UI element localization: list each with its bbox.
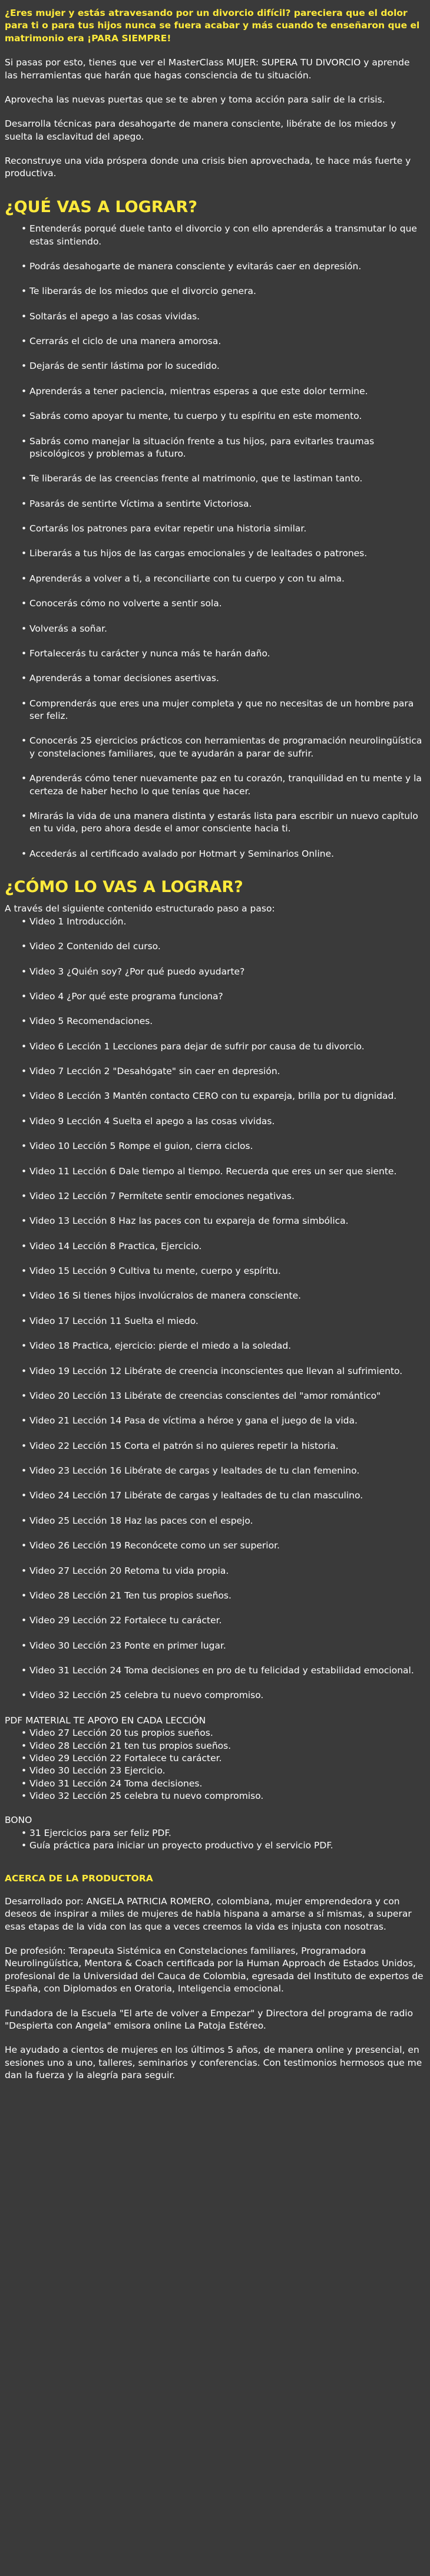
video-item: • Video 9 Lección 4 Suelta el apego a las cosas vividas. bbox=[21, 1115, 425, 1128]
intro-paragraph: Reconstruye una vida próspera donde una crisis bien aprovechada, te hace más fuerte y productiva. bbox=[5, 156, 411, 179]
video-item: • Video 11 Lección 6 Dale tiempo al tiempo. Recuerda que eres un ser que siente. bbox=[21, 1165, 425, 1178]
video-item: • Video 6 Lección 1 Lecciones para dejar de sufrir por causa de tu divorcio. bbox=[21, 1041, 425, 1053]
intro-paragraph: Desarrolla técnicas para desahogarte de manera consciente, libérate de los miedos y suelta la esclavitud del apego. bbox=[5, 118, 396, 142]
pdf-item: • Video 27 Lección 20 tus propios sueños. bbox=[21, 1727, 425, 1739]
video-item: • Video 22 Lección 15 Corta el patrón si no quieres repetir la historia. bbox=[21, 1440, 425, 1452]
intro-paragraph: Aprovecha las nuevas puertas que se te abren y toma acción para salir de la crisis. bbox=[5, 94, 385, 105]
video-item: • Video 5 Recomendaciones. bbox=[21, 1015, 425, 1028]
pdf-item: • Video 32 Lección 25 celebra tu nuevo compromiso. bbox=[21, 1790, 425, 1802]
video-item: • Video 20 Lección 13 Libérate de creencias conscientes del "amor romántico" bbox=[21, 1390, 425, 1402]
como-title: ¿CÓMO LO VAS A LOGRAR? bbox=[5, 878, 243, 897]
about-paragraph: He ayudado a cientos de mujeres en los últimos 5 años, de manera online y presencial, en sesiones uno a uno, talleres, seminarios y conferencias. Con testimonios hermosos que me dan la fuerza y la alegría para seguir. bbox=[5, 2045, 422, 2081]
pdf-list bbox=[5, 1727, 425, 1802]
video-item: • Video 26 Lección 19 Reconócete como un ser superior. bbox=[21, 1540, 425, 1552]
logro-item: • Conocerás 25 ejercicios prácticos con herramientas de programación neurolingüística y constelaciones familiares, que te ayudarán a parar de sufrir. bbox=[21, 735, 425, 760]
logro-item: • Comprenderás que eres una mujer completa y que no necesitas de un hombre para ser feliz. bbox=[21, 698, 425, 723]
intro-section bbox=[5, 7, 425, 180]
intro-headline: ¿Eres mujer y estás atravesando por un divorcio difícil? pareciera que el dolor para ti o para tus hijos nunca se fuera acabar y más cuando te enseñaron que el matrimonio era ¡PARA SIEMPRE! bbox=[5, 8, 420, 44]
logro-item: • Sabrás como manejar la situación frente a tus hijos, para evitarles traumas psicológicos y problemas a futuro. bbox=[21, 435, 425, 461]
video-item: • Video 10 Lección 5 Rompe el guion, cierra ciclos. bbox=[21, 1140, 425, 1152]
video-item: • Video 25 Lección 18 Haz las paces con el espejo. bbox=[21, 1515, 425, 1527]
about-paragraph: Desarrollado por: ANGELA PATRICIA ROMERO, colombiana, mujer emprendedora y con deseos de inspirar a miles de mujeres de habla hispana a amarse a sí mismas, a superar esas etapas de la vida con las que a veces creemos la vida es injusta con nosotras. bbox=[5, 1895, 412, 1932]
logro-item: • Conocerás cómo no volverte a sentir sola. bbox=[21, 597, 425, 610]
about-paragraph: Fundadora de la Escuela "El arte de volver a Empezar" y Directora del programa de radio "Despierta con Angela" emisora online La Patoja Estéreo. bbox=[5, 2007, 414, 2031]
bono-section bbox=[5, 1814, 425, 1852]
logro-item: • Cerrarás el ciclo de una manera amorosa. bbox=[21, 335, 425, 348]
logro-item: • Aprenderás a volver a ti, a reconciliarte con tu cuerpo y con tu alma. bbox=[21, 573, 425, 585]
video-item: • Video 31 Lección 24 Toma decisiones en pro de tu felicidad y estabilidad emocional. bbox=[21, 1665, 425, 1677]
bono-title: BONO bbox=[5, 1815, 32, 1826]
logro-item: • Volverás a soñar. bbox=[21, 623, 425, 635]
video-item: • Video 29 Lección 22 Fortalece tu carácter. bbox=[21, 1614, 425, 1627]
logro-item: • Pasarás de sentirte Víctima a sentirte Victoriosa. bbox=[21, 498, 425, 510]
logros-title: ¿QUÉ VAS A LOGRAR? bbox=[5, 197, 197, 216]
video-item: • Video 21 Lección 14 Pasa de víctima a héroe y gana el juego de la vida. bbox=[21, 1415, 425, 1427]
logro-item: • Cortarás los patrones para evitar repetir una historia similar. bbox=[21, 523, 425, 535]
pdf-title: PDF MATERIAL TE APOYO EN CADA LECCIÓN bbox=[5, 1715, 206, 1726]
video-item: • Video 12 Lección 7 Permítete sentir emociones negativas. bbox=[21, 1190, 425, 1203]
video-item: • Video 7 Lección 2 "Desahógate" sin caer en depresión. bbox=[21, 1065, 425, 1078]
como-section bbox=[5, 878, 425, 1702]
pdf-item: • Video 29 Lección 22 Fortalece tu carácter. bbox=[21, 1752, 425, 1765]
pdf-item: • Video 30 Lección 23 Ejercicio. bbox=[21, 1765, 425, 1777]
video-item: • Video 4 ¿Por qué este programa funciona? bbox=[21, 990, 425, 1003]
bono-item: • Guía práctica para iniciar un proyecto productivo y el servicio PDF. bbox=[21, 1839, 425, 1852]
logro-item: • Fortalecerás tu carácter y nunca más te harán daño. bbox=[21, 648, 425, 660]
video-item: • Video 27 Lección 20 Retoma tu vida propia. bbox=[21, 1565, 425, 1577]
video-item: • Video 1 Introducción. bbox=[21, 916, 425, 928]
bono-item: • 31 Ejercicios para ser feliz PDF. bbox=[21, 1827, 425, 1839]
logro-item: • Aprenderás a tomar decisiones asertivas. bbox=[21, 672, 425, 685]
pdf-item: • Video 31 Lección 24 Toma decisiones. bbox=[21, 1778, 425, 1790]
video-item: • Video 14 Lección 8 Practica, Ejercicio. bbox=[21, 1240, 425, 1253]
logro-item: • Aprenderás a tener paciencia, mientras esperas a que este dolor termine. bbox=[21, 385, 425, 398]
pdf-section bbox=[5, 1715, 425, 1803]
video-item: • Video 13 Lección 8 Haz las paces con tu expareja de forma simbólica. bbox=[21, 1215, 425, 1227]
video-item: • Video 30 Lección 23 Ponte en primer lugar. bbox=[21, 1640, 425, 1652]
logro-item: • Te liberarás de las creencias frente al matrimonio, que te lastiman tanto. bbox=[21, 473, 425, 485]
pdf-item: • Video 28 Lección 21 ten tus propios sueños. bbox=[21, 1740, 425, 1752]
logros-list bbox=[5, 223, 425, 860]
video-item: • Video 15 Lección 9 Cultiva tu mente, cuerpo y espíritu. bbox=[21, 1265, 425, 1277]
bono-list bbox=[5, 1827, 425, 1852]
intro-paragraph: Si pasas por esto, tienes que ver el MasterClass MUJER: SUPERA TU DIVORCIO y aprende las herramientas que harán que hagas consciencia de tu situación. bbox=[5, 57, 410, 81]
video-item: • Video 17 Lección 11 Suelta el miedo. bbox=[21, 1315, 425, 1327]
video-item: • Video 2 Contenido del curso. bbox=[21, 940, 425, 953]
logro-item: • Mirarás la vida de una manera distinta y estarás lista para escribir un nuevo capítulo en tu vida, pero ahora desde el amor consciente hacia ti. bbox=[21, 810, 425, 835]
como-lead: A través del siguiente contenido estructurado paso a paso: bbox=[5, 903, 275, 914]
video-item: • Video 28 Lección 21 Ten tus propios sueños. bbox=[21, 1590, 425, 1602]
about-title: ACERCA DE LA PRODUCTORA bbox=[5, 1872, 153, 1884]
logro-item: • Dejarás de sentir lástima por lo sucedido. bbox=[21, 360, 425, 372]
logros-section bbox=[5, 198, 425, 860]
logro-item: • Soltarás el apego a las cosas vividas. bbox=[21, 311, 425, 323]
video-item: • Video 8 Lección 3 Mantén contacto CERO con tu expareja, brilla por tu dignidad. bbox=[21, 1090, 425, 1102]
video-item: • Video 23 Lección 16 Libérate de cargas y lealtades de tu clan femenino. bbox=[21, 1465, 425, 1477]
logro-item: • Liberarás a tus hijos de las cargas emocionales y de lealtades o patrones. bbox=[21, 547, 425, 560]
logro-item: • Sabrás como apoyar tu mente, tu cuerpo y tu espíritu en este momento. bbox=[21, 410, 425, 422]
logro-item: • Entenderás porqué duele tanto el divorcio y con ello aprenderás a transmutar lo que estas sintiendo. bbox=[21, 223, 425, 248]
about-section bbox=[5, 1872, 425, 2082]
video-list bbox=[5, 916, 425, 1702]
video-item: • Video 24 Lección 17 Libérate de cargas y lealtades de tu clan masculino. bbox=[21, 1490, 425, 1502]
video-item: • Video 19 Lección 12 Libérate de creencia inconscientes que llevan al sufrimiento. bbox=[21, 1365, 425, 1378]
video-item: • Video 32 Lección 25 celebra tu nuevo compromiso. bbox=[21, 1689, 425, 1702]
video-item: • Video 18 Practica, ejercicio: pierde el miedo a la soledad. bbox=[21, 1340, 425, 1352]
logro-item: • Accederás al certificado avalado por Hotmart y Seminarios Online. bbox=[21, 848, 425, 860]
logro-item: • Aprenderás cómo tener nuevamente paz en tu corazón, tranquilidad en tu mente y la certeza de haber hecho lo que tenías que hacer. bbox=[21, 772, 425, 798]
video-item: • Video 16 Si tienes hijos involúcralos de manera consciente. bbox=[21, 1290, 425, 1302]
logro-item: • Te liberarás de los miedos que el divorcio genera. bbox=[21, 285, 425, 298]
about-paragraph: De profesión: Terapeuta Sistémica en Constelaciones familiares, Programadora Neurolingüística, Mentora & Coach certificada por la Human Approach de Estados Unidos, profesional de la Universidad del Cauca de Colombia, egresada del Instituto de expertos de España, con Diplomados en Oratoria, Inteligencia emocional. bbox=[5, 1946, 424, 1994]
logro-item: • Podrás desahogarte de manera consciente y evitarás caer en depresión. bbox=[21, 260, 425, 273]
video-item: • Video 3 ¿Quién soy? ¿Por qué puedo ayudarte? bbox=[21, 966, 425, 978]
